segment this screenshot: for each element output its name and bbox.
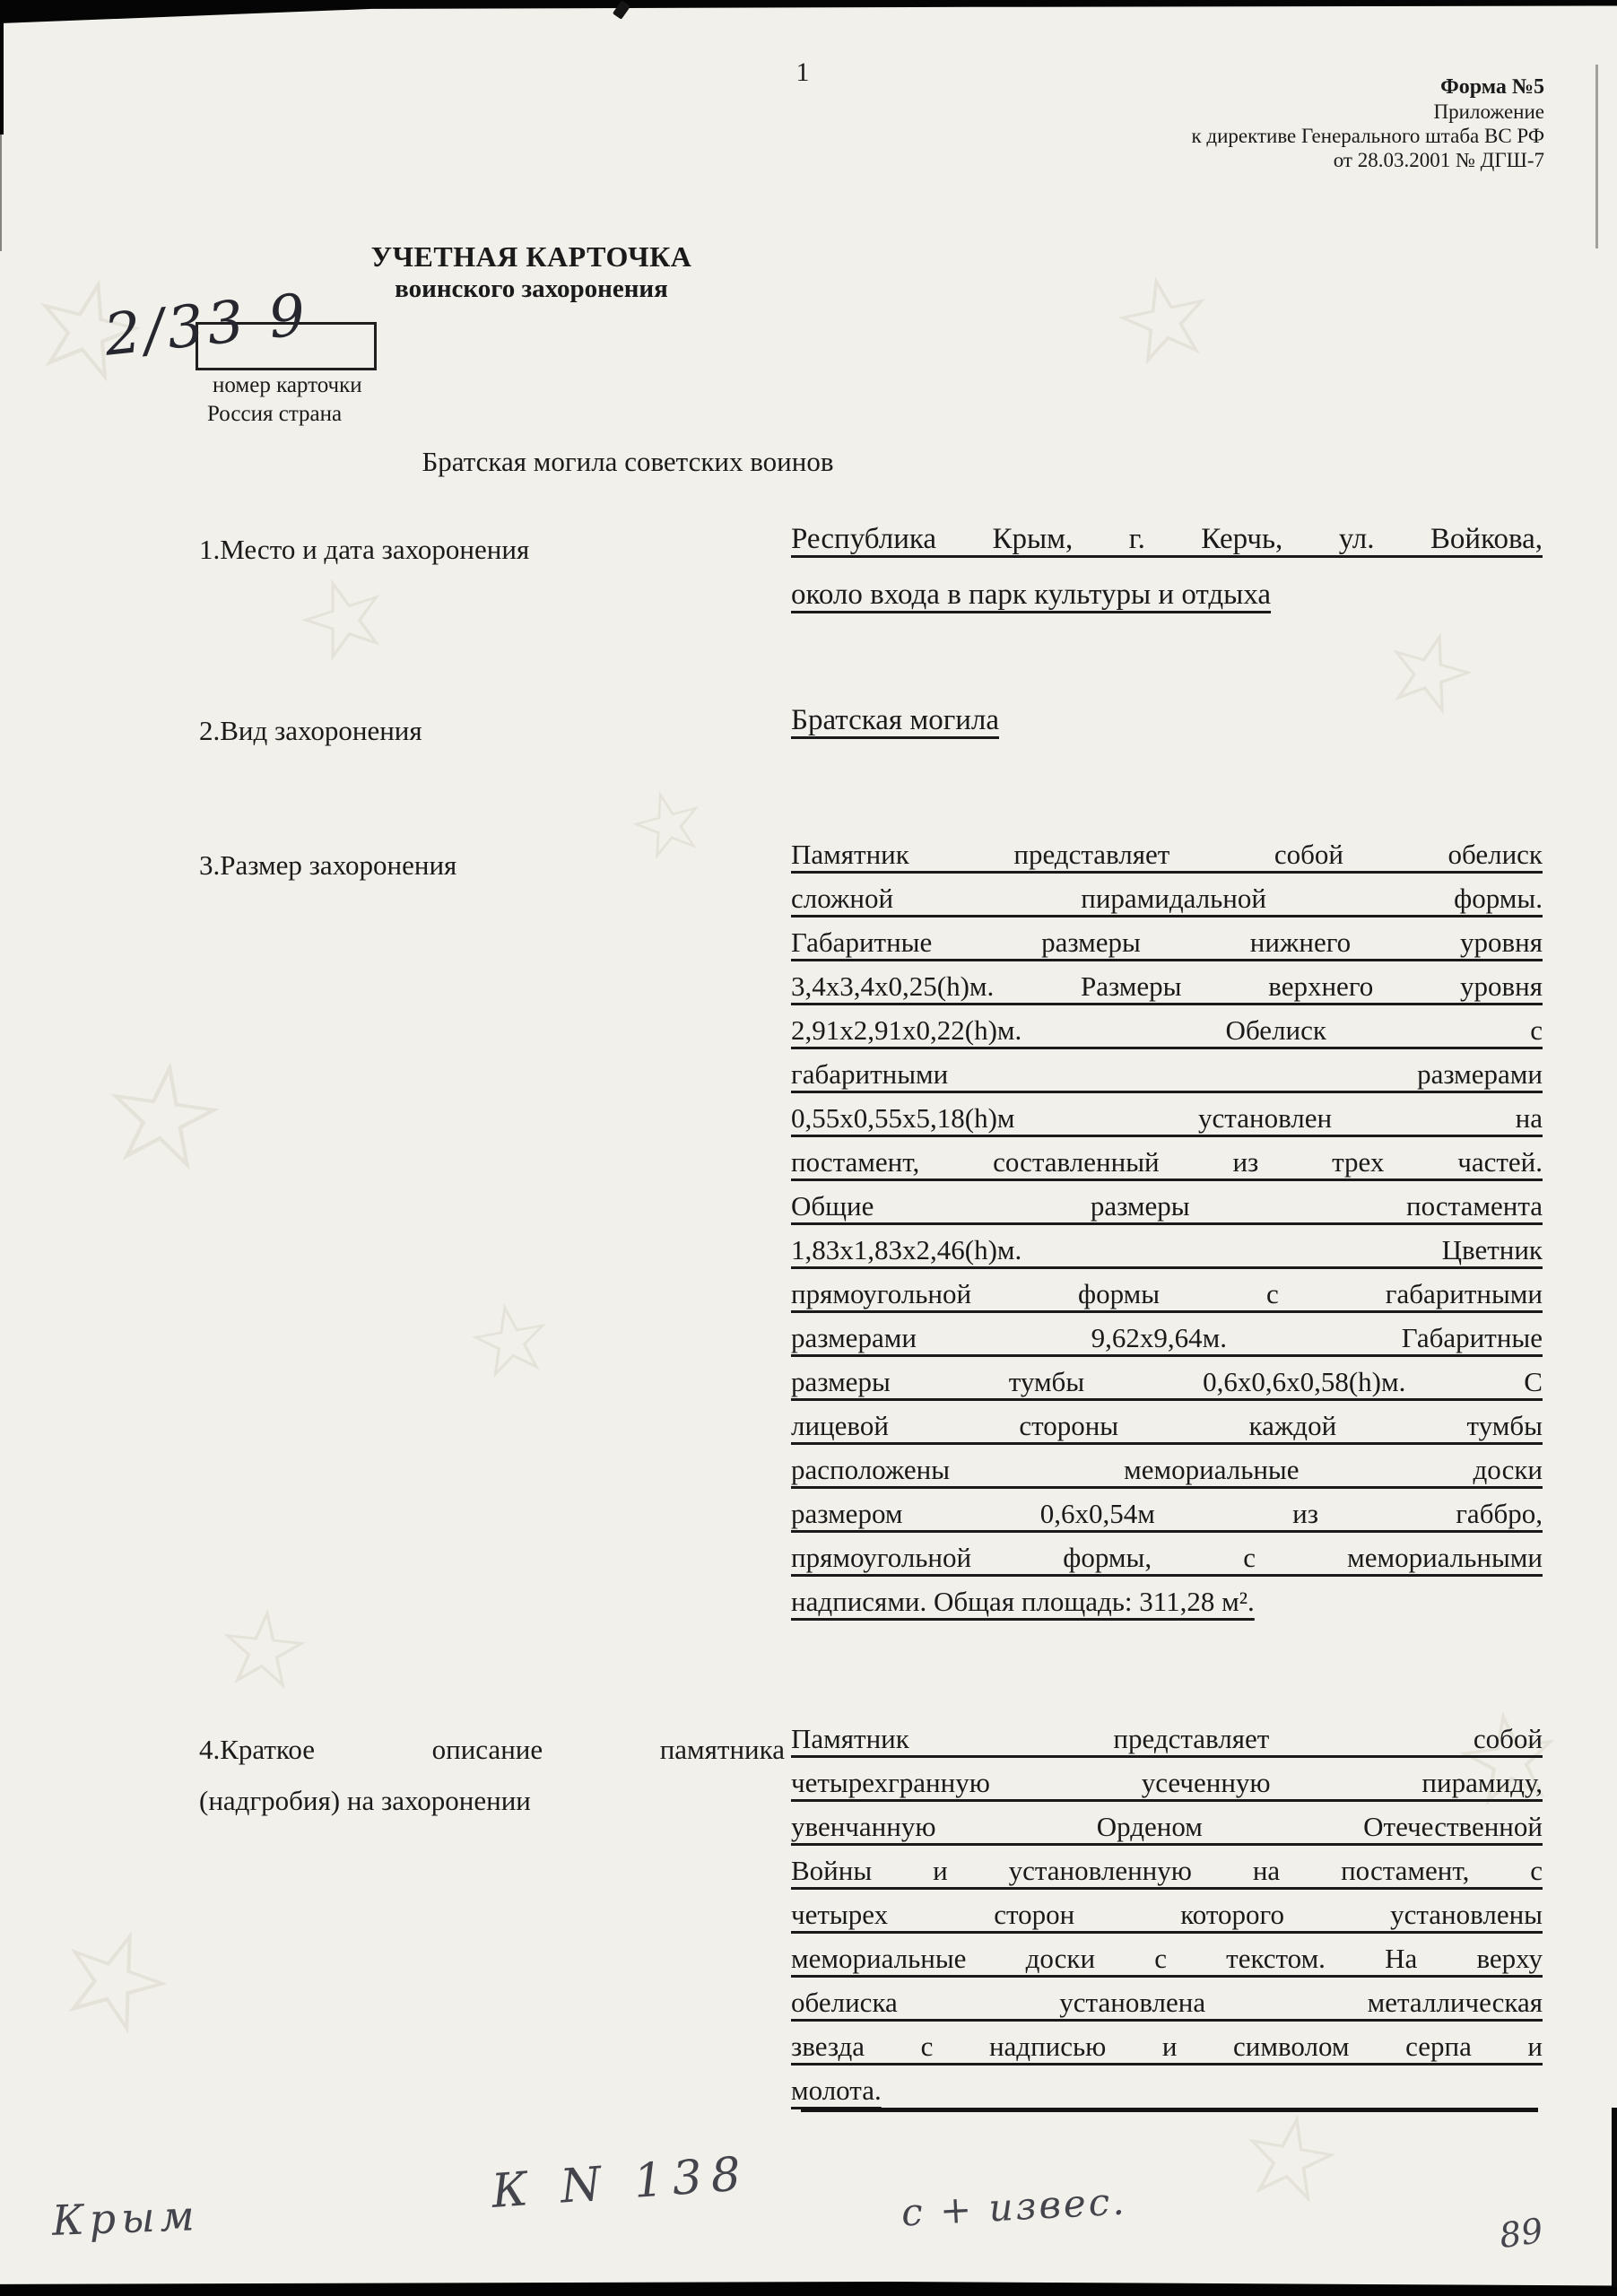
section3-value: [791, 832, 1543, 1623]
star-watermark: [88, 1023, 239, 1208]
value-line: четырехгранную усеченную пирамиду,: [791, 1767, 1543, 1798]
value-line: прямоугольной формы с габаритными: [791, 1278, 1543, 1309]
page-number: 1: [795, 57, 810, 87]
section1-value: [791, 511, 1543, 622]
scan-edge-left-faint: [0, 135, 2, 251]
value-line: прямоугольной формы, с мемориальными: [791, 1542, 1543, 1573]
star-watermark: [30, 1885, 197, 2074]
value-line: габаритными размерами: [791, 1058, 1543, 1090]
value-line: молота.: [791, 2074, 882, 2106]
section2-value: [791, 692, 1543, 748]
value-line: обелиска установлена металлическая: [791, 1987, 1543, 2018]
value-line: размером 0,6х0,54м из габбро,: [791, 1498, 1543, 1529]
value-line: расположены мемориальные доски: [791, 1454, 1543, 1485]
section3-label: 3.Размер захоронения: [199, 849, 457, 881]
document-subtitle-line: воинского захоронения: [395, 274, 668, 303]
value-line: 1,83х1,83х2,46(h)м. Цветник: [791, 1234, 1543, 1265]
value-line: надписями. Общая площадь: 311,28 м².: [791, 1586, 1255, 1617]
value-line: Войны и установленную на постамент, с: [791, 1855, 1543, 1886]
burial-name-heading: Братская могила советских воинов: [422, 446, 834, 477]
scan-edge-bottom: [0, 2282, 1617, 2296]
form-reference-block: [1191, 75, 1544, 172]
value-line: звезда с надписью и символом серпа и: [791, 2031, 1543, 2062]
section4-label-line1: 4.Краткое описание памятника: [199, 1734, 785, 1765]
value-line: Габаритные размеры нижнего уровня: [791, 926, 1543, 958]
handwritten-corner-mark: 89: [1497, 2210, 1546, 2257]
section-end-rule: [801, 2108, 1538, 2112]
form-ref-line: к директиве Генерального штаба ВС РФ: [1191, 125, 1544, 147]
section2-label: 2.Вид захоронения: [199, 715, 422, 746]
section4-value: [791, 1717, 1543, 2112]
section1-label: 1.Место и дата захоронения: [199, 534, 530, 565]
form-ref-line: Приложение: [1433, 100, 1544, 123]
value-line: 0,55х0,55х5,18(h)м установлен на: [791, 1102, 1543, 1134]
value-line: сложной пирамидальной формы.: [791, 883, 1543, 914]
scan-edge-right: [1612, 2108, 1617, 2287]
handwritten-material-note: с + извес.: [900, 2179, 1128, 2235]
value-line: размерами 9,62х9,64м. Габаритные: [791, 1322, 1543, 1353]
handwritten-code-note: К N 138: [490, 2147, 752, 2219]
value-line: Памятник представляет собой обелиск: [791, 839, 1543, 870]
scan-edge-top: [0, 0, 1617, 23]
value-line: 3,4х3,4х0,25(h)м. Размеры верхнего уровня: [791, 970, 1543, 1002]
value-line: 2,91х2,91х0,22(h)м. Обелиск с: [791, 1014, 1543, 1046]
value-line: лицевой стороны каждой тумбы: [791, 1410, 1543, 1441]
value-line: постамент, составленный из трех частей.: [791, 1146, 1543, 1178]
card-number-handwritten: 2/33 9: [100, 282, 313, 370]
paper-crease: [1595, 65, 1598, 248]
value-line: четырех сторон которого установлены: [791, 1899, 1543, 1930]
document-title: УЧЕТНАЯ КАРТОЧКА: [370, 240, 692, 273]
value-line: мемориальные доски с текстом. На верху: [791, 1943, 1543, 1974]
value-line: Общие размеры постамента: [791, 1190, 1543, 1222]
handwritten-region-note: Крым: [51, 2191, 201, 2245]
star-watermark: [209, 1583, 318, 1717]
value-line: Памятник представляет собой: [791, 1723, 1543, 1754]
value-line: Республика Крым, г. Керчь, ул. Войкова,: [791, 523, 1543, 555]
star-watermark: [457, 1275, 565, 1405]
form-ref-line: от 28.03.2001 № ДГШ-7: [1333, 149, 1544, 171]
country-caption: Россия страна: [207, 402, 343, 426]
scan-edge-left: [0, 0, 4, 135]
value-line: Братская могила: [791, 704, 1000, 736]
section4-label-line2: (надгробия) на захоронении: [199, 1785, 531, 1816]
value-line: размеры тумбы 0,6х0,6х0,58(h)м. С: [791, 1366, 1543, 1397]
star-watermark: [1099, 242, 1230, 398]
form-number: Форма №5: [1440, 75, 1544, 99]
card-number-caption: номер карточки: [213, 373, 362, 397]
value-line: около входа в парк культуры и отдыха: [791, 578, 1272, 611]
value-line: увенчанную Орденом Отечественной: [791, 1811, 1543, 1842]
